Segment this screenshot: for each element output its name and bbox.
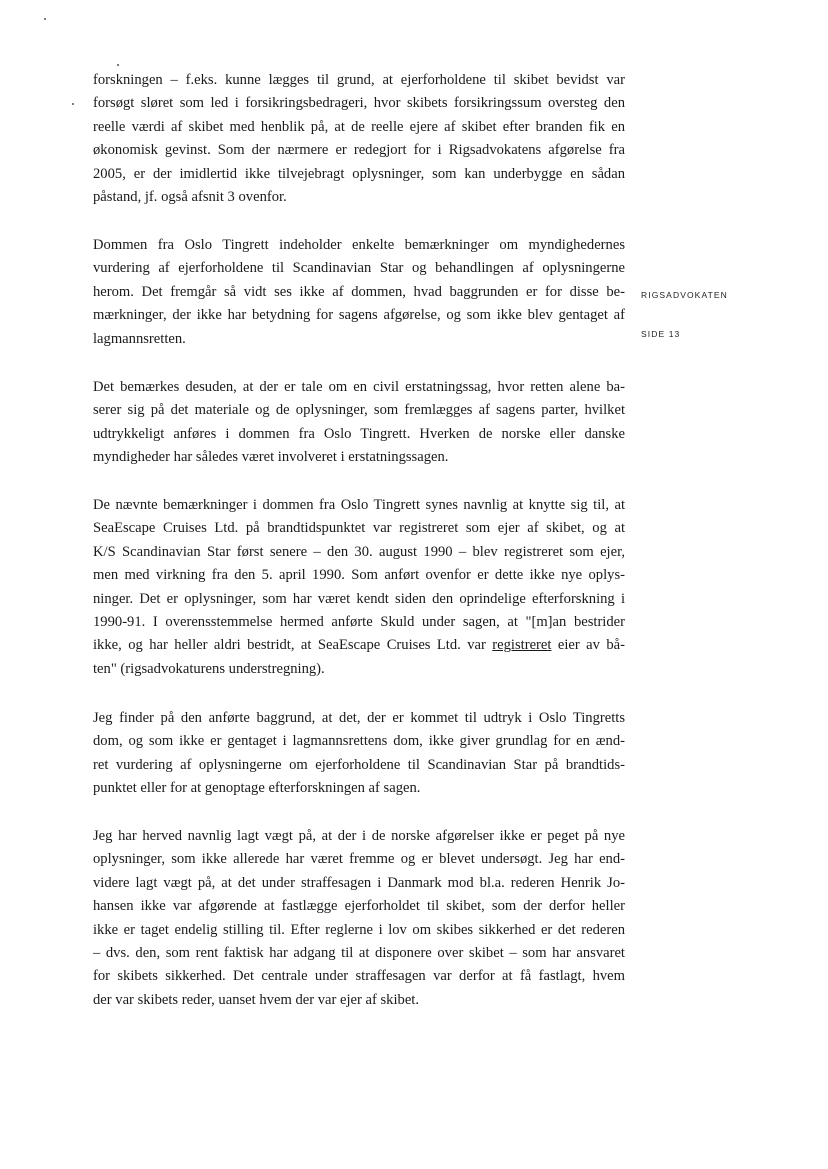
- text-line: for skibets sikkerhed. Det centrale under straffesagen var derfor at få fastlagt, hvem: [93, 968, 625, 985]
- page-number: SIDE 13: [641, 329, 681, 339]
- text-line: ikke er taget endelig stilling til. Efter reglerne i lov om skibes sikkerhed er det rederen: [93, 921, 625, 938]
- scan-speck: [117, 64, 119, 66]
- text-line: 1990-91. I overensstemmelse hermed anførte Skuld under sagen, at "[m]an bestrider: [93, 614, 625, 631]
- text-line: punktet eller for at genoptage efterforskningen af sagen.: [93, 780, 421, 797]
- paragraph-6: [93, 825, 625, 1012]
- text-line: økonomisk gevinst. Som der nærmere er redegjort for i Rigsadvokatens afgørelse fra: [93, 142, 625, 159]
- organization-label: RIGSADVOKATEN: [641, 290, 728, 300]
- text-line: vurdering af ejerforholdene til Scandinavian Star og behandlingen af oplysningerne: [93, 260, 625, 277]
- paragraph-4: [93, 494, 625, 681]
- text-line: De nævnte bemærkninger i dommen fra Oslo Tingrett synes navnlig at knytte sig til, at: [93, 497, 625, 513]
- text-line: 2005, er der imidlertid ikke tilvejebragt oplysninger, som kan underbygge en sådan: [93, 165, 625, 182]
- text-line: forsøgt sløret som led i forsikringsbedrageri, hvor skibets forsikringssum oversteg den: [93, 95, 625, 112]
- scan-speck: [72, 103, 74, 105]
- text-line: påstand, jf. også afsnit 3 ovenfor.: [93, 189, 287, 206]
- paragraph-1: [93, 69, 625, 209]
- text-line: reelle værdi af skibet med henblik på, at de reelle ejere af skibet efter branden fik en: [93, 118, 625, 135]
- text-line: lagmannsretten.: [93, 330, 186, 347]
- paragraph-3: [93, 376, 625, 470]
- text-line: udtrykkeligt anføres i dommen fra Oslo Tingrett. Hverken de norske eller danske: [93, 425, 625, 442]
- scan-speck: [44, 18, 46, 20]
- underlined-word: registreret: [492, 637, 552, 654]
- text-line: – dvs. den, som rent faktisk har adgang til at disponere over skibet – som har ansvaret: [93, 945, 625, 962]
- text-line: oplysninger, som ikke allerede har været fremme og er blevet undersøgt. Jeg har end-: [93, 851, 625, 868]
- text-line: serer sig på det materiale og de oplysninger, som fremlægges af sagens parter, hvilket: [93, 402, 625, 419]
- text-line: Jeg finder på den anførte baggrund, at det, der er kommet til udtryk i Oslo Tingretts: [93, 710, 625, 726]
- text-line: herom. Det fremgår så vidt ses ikke af dommen, hvad baggrunden er for disse be-: [93, 283, 625, 300]
- text-line: der var skibets reder, uanset hvem der var ejer af skibet.: [93, 991, 420, 1008]
- text-line: ninger. Det er oplysninger, som har været kendt siden den oprindelige efterforskning i: [93, 590, 625, 607]
- paragraph-2: [93, 234, 625, 351]
- text-line: hansen ikke var afgørende at fastlægge ejerforholdet til skibet, som der derfor heller: [93, 898, 625, 915]
- text-line: myndigheder har således været involveret i erstatningssagen.: [93, 449, 449, 466]
- text-line: Det bemærkes desuden, at der er tale om en civil erstatningssag, hvor retten alene ba-: [93, 379, 625, 395]
- text-line: Dommen fra Oslo Tingrett indeholder enkelte bemærkninger om myndighedernes: [93, 237, 625, 253]
- text-line: mærkninger, der ikke har betydning for sagens afgørelse, og som ikke blev gentaget af: [93, 307, 625, 324]
- text-line: ret vurdering af oplysningerne om ejerforholdene til Scandinavian Star på brandtids-: [93, 756, 625, 773]
- text-line: K/S Scandinavian Star først senere – den 30. august 1990 – blev registreret som ejer,: [93, 543, 625, 560]
- text-line: Jeg har herved navnlig lagt vægt på, at der i de norske afgørelser ikke er peget på nye: [93, 828, 625, 844]
- paragraph-5: [93, 707, 625, 801]
- text-line: videre lagt vægt på, at det under straffesagen i Danmark mod bl.a. rederen Henrik Jo-: [93, 874, 625, 891]
- text-line: ten" (rigsadvokaturens understregning).: [93, 660, 325, 677]
- text-line: dom, og som ikke er gentaget i lagmannsrettens dom, ikke giver grundlag for en ænd-: [93, 733, 625, 750]
- text-line: SeaEscape Cruises Ltd. på brandtidspunktet var registreret som ejer af skibet, og at: [93, 520, 625, 537]
- text-line: men med virkning fra den 5. april 1990. Som anført ovenfor er dette ikke nye oplys-: [93, 567, 625, 584]
- text-line: ikke, og har heller aldri bestridt, at SeaEscape Cruises Ltd. var registreret eier av bå-: [93, 637, 625, 654]
- text-line: forskningen – f.eks. kunne lægges til grund, at ejerforholdene til skibet bevidst var: [93, 72, 625, 88]
